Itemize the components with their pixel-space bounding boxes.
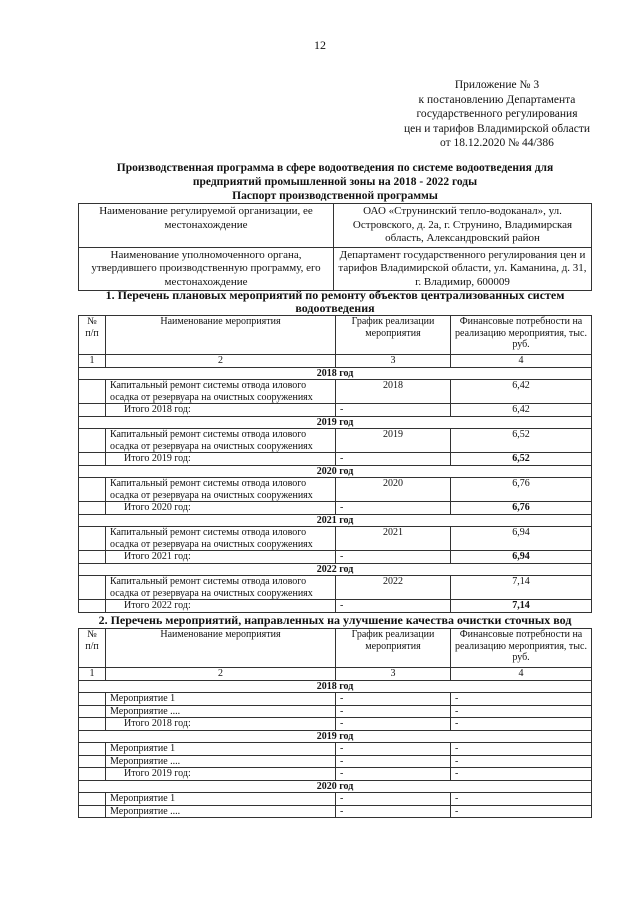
table-row (79, 693, 592, 706)
appendix-line: государственного регулирования (416, 108, 578, 120)
table-cell (79, 718, 106, 731)
table-cell: 2019 год (79, 416, 592, 429)
table-cell: - (451, 793, 592, 806)
table-cell (79, 478, 106, 502)
table-cell: 2020 год (79, 780, 592, 793)
table-cell: 2019 (336, 429, 451, 453)
table-cell (79, 502, 106, 515)
header-row (79, 316, 592, 355)
table-cell: 2018 (336, 380, 451, 404)
table-cell: Итого 2018 год: (106, 718, 336, 731)
table-cell (79, 755, 106, 768)
table-cell: 7,14 (451, 600, 592, 613)
table-cell: 1 (79, 355, 106, 368)
table-cell (79, 805, 106, 818)
table-cell (79, 693, 106, 706)
passport-value: Департамент государственного регулирования цен и тарифов Владимирской области, ул. Каманина, д. 31, г. Владимир, 600009 (334, 247, 592, 291)
table-row (79, 755, 592, 768)
table-cell: - (451, 805, 592, 818)
table-cell: - (451, 768, 592, 781)
table-cell: Мероприятие 1 (106, 743, 336, 756)
column-number-row (79, 355, 592, 368)
table-cell: - (336, 705, 451, 718)
appendix-line: к постановлению Департамента (418, 93, 576, 106)
table-row (79, 805, 592, 818)
table-cell: - (451, 718, 592, 731)
table-cell (79, 404, 106, 417)
total-row (79, 502, 592, 515)
passport-label: Наименование регулируемой организации, ее местонахождение (79, 204, 334, 248)
table-cell: 2021 (336, 527, 451, 551)
total-row (79, 600, 592, 613)
table-cell: Итого 2018 год: (106, 404, 336, 417)
table-cell: 2019 год (79, 730, 592, 743)
table-cell: Финансовые потребности на реализацию мероприятия, тыс. руб. (451, 316, 592, 355)
table-cell: - (336, 755, 451, 768)
table-cell: - (336, 793, 451, 806)
table-cell: 7,14 (451, 576, 592, 600)
table-cell: 2 (106, 355, 336, 368)
year-row (79, 680, 592, 693)
year-row (79, 416, 592, 429)
table-cell: Итого 2022 год: (106, 600, 336, 613)
title-line: Производственная программа в сфере водоотведения по системе водоотведения для (116, 162, 554, 174)
table-row (79, 576, 592, 600)
table-cell: Мероприятие .... (106, 705, 336, 718)
appendix-line: от 18.12.2020 № 44/386 (440, 137, 554, 149)
table-cell (79, 576, 106, 600)
table-cell: Мероприятие .... (106, 755, 336, 768)
table-row (79, 478, 592, 502)
passport-heading: Паспорт производственной программы (232, 190, 438, 202)
table-cell: 6,76 (451, 478, 592, 502)
table-row (79, 527, 592, 551)
year-row (79, 563, 592, 576)
table-cell: Капитальный ремонт системы отвода илового осадка от резервуара на очистных сооружениях (106, 527, 336, 551)
quality-measures-table (78, 628, 592, 818)
table-cell: Итого 2020 год: (106, 502, 336, 515)
table-cell: График реализации мероприятия (336, 316, 451, 355)
total-row (79, 551, 592, 564)
table-cell: - (336, 693, 451, 706)
title-line: предприятий промышленной зоны на 2018 - 2022 годы (192, 176, 478, 188)
table-cell: Итого 2019 год: (106, 453, 336, 466)
table-cell (79, 380, 106, 404)
table-cell: 3 (336, 355, 451, 368)
table-cell (79, 743, 106, 756)
table-cell: - (336, 404, 451, 417)
table-cell (79, 551, 106, 564)
appendix-line: цен и тарифов Владимирской области (403, 122, 590, 135)
table-cell: 6,42 (451, 404, 592, 417)
table-cell (79, 793, 106, 806)
table-cell: № п/п (79, 629, 106, 668)
table-row (79, 793, 592, 806)
table-row (79, 743, 592, 756)
table-cell: Наименование мероприятия (106, 316, 336, 355)
table-cell: Мероприятие .... (106, 805, 336, 818)
table-cell: - (336, 453, 451, 466)
table-cell: Итого 2019 год: (106, 768, 336, 781)
table-cell: График реализации мероприятия (336, 629, 451, 668)
table-cell: 4 (451, 355, 592, 368)
header-row (79, 629, 592, 668)
table-cell: - (336, 743, 451, 756)
passport-table (78, 203, 592, 291)
passport-value: ОАО «Струнинский тепло-водоканал», ул. Островского, д. 2а, г. Струнино, Владимирская область, Александровский район (334, 204, 592, 248)
table-cell (79, 705, 106, 718)
total-row (79, 453, 592, 466)
table-cell: 4 (451, 668, 592, 681)
year-row (79, 514, 592, 527)
table-cell: № п/п (79, 316, 106, 355)
column-number-row (79, 668, 592, 681)
table-cell: 2 (106, 668, 336, 681)
year-row (79, 465, 592, 478)
table-cell: - (451, 693, 592, 706)
table-cell: - (451, 705, 592, 718)
section1-heading: 1. Перечень плановых мероприятий по ремонту объектов централизованных систем водоотведения (105, 288, 565, 315)
table-cell (79, 453, 106, 466)
appendix-block (404, 78, 590, 151)
table-cell: 2018 год (79, 680, 592, 693)
table-cell: Капитальный ремонт системы отвода илового осадка от резервуара на очистных сооружениях (106, 478, 336, 502)
table-cell (79, 768, 106, 781)
document-title (70, 161, 600, 203)
appendix-line: Приложение № 3 (454, 79, 540, 91)
total-row (79, 404, 592, 417)
table-cell: Наименование мероприятия (106, 629, 336, 668)
table-cell: - (451, 755, 592, 768)
table-cell: 6,94 (451, 527, 592, 551)
table-cell: - (336, 805, 451, 818)
table-cell (79, 429, 106, 453)
table-cell: 2022 (336, 576, 451, 600)
table-cell: 3 (336, 668, 451, 681)
section2-heading: 2. Перечень мероприятий, направленных на улучшение качества очистки сточных вод (98, 613, 572, 627)
year-row (79, 367, 592, 380)
table-cell (79, 527, 106, 551)
repair-measures-table (78, 315, 592, 613)
passport-label: Наименование уполномоченного органа, утвердившего производственную программу, его местонахождение (79, 247, 334, 291)
passport-row (79, 247, 592, 291)
table-cell: Мероприятие 1 (106, 693, 336, 706)
table-cell: Итого 2021 год: (106, 551, 336, 564)
page-number: 12 (314, 38, 326, 52)
table-cell: 6,94 (451, 551, 592, 564)
table-cell: Капитальный ремонт системы отвода илового осадка от резервуара на очистных сооружениях (106, 576, 336, 600)
table-cell: - (451, 743, 592, 756)
table-row (79, 429, 592, 453)
total-row (79, 718, 592, 731)
table-row (79, 380, 592, 404)
table-cell (79, 600, 106, 613)
table-cell: 1 (79, 668, 106, 681)
table-cell: 2021 год (79, 514, 592, 527)
table-cell: 2020 год (79, 465, 592, 478)
table-cell: - (336, 768, 451, 781)
total-row (79, 768, 592, 781)
table-cell: 2018 год (79, 367, 592, 380)
table-cell: 2022 год (79, 563, 592, 576)
passport-row (79, 204, 592, 248)
year-row (79, 780, 592, 793)
table-cell: 2020 (336, 478, 451, 502)
year-row (79, 730, 592, 743)
table-cell: 6,76 (451, 502, 592, 515)
table-cell: Капитальный ремонт системы отвода илового осадка от резервуара на очистных сооружениях (106, 429, 336, 453)
table-cell: 6,52 (451, 429, 592, 453)
table-cell: Капитальный ремонт системы отвода илового осадка от резервуара на очистных сооружениях (106, 380, 336, 404)
table-cell: 6,42 (451, 380, 592, 404)
table-cell: - (336, 551, 451, 564)
table-cell: - (336, 600, 451, 613)
table-row (79, 705, 592, 718)
table-cell: 6,52 (451, 453, 592, 466)
table-cell: Мероприятие 1 (106, 793, 336, 806)
table-cell: - (336, 502, 451, 515)
table-cell: Финансовые потребности на реализацию мероприятия, тыс. руб. (451, 629, 592, 668)
table-cell: - (336, 718, 451, 731)
